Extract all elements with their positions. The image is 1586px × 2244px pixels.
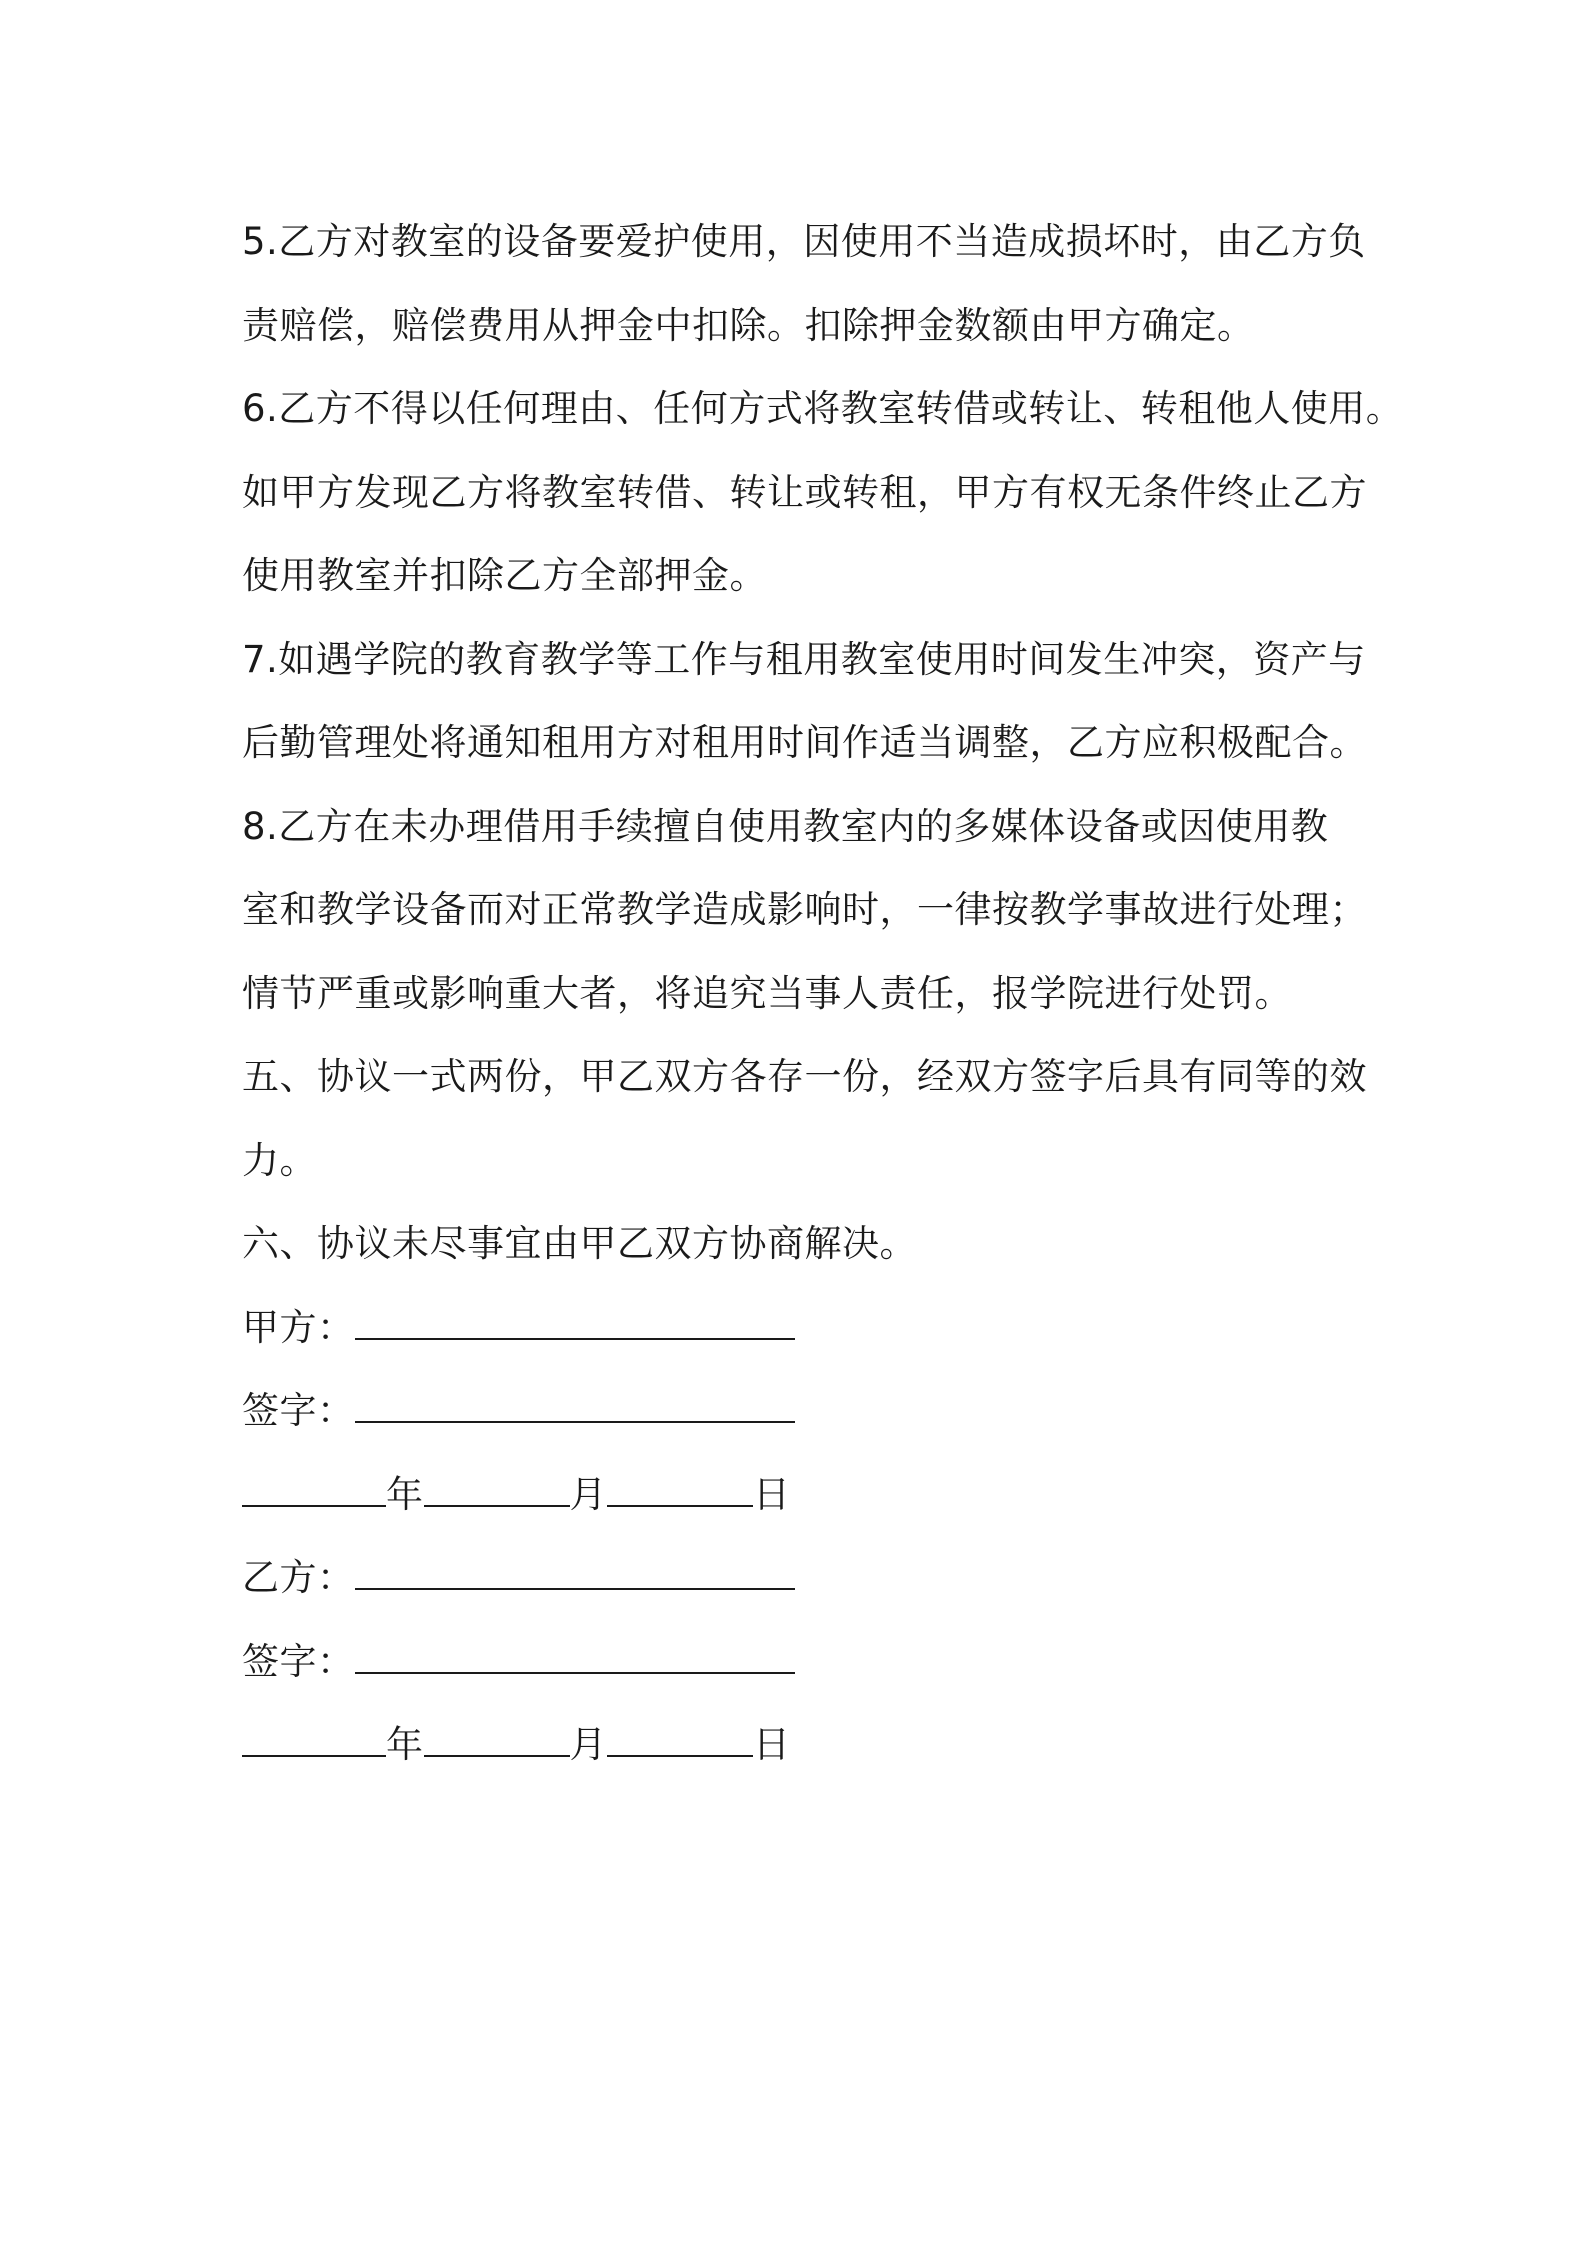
section-5-line-2: 力。 [242,1138,317,1182]
clause-7-line-2: 后勤管理处将通知租用方对租用时间作适当调整，乙方应积极配合。 [242,721,1367,764]
party-a-year-blank[interactable] [242,1475,386,1507]
clause-6-line-2: 如甲方发现乙方将教室转借、转让或转租，甲方有权无条件终止乙方 [242,470,1367,514]
party-a-sign-blank[interactable] [355,1391,795,1423]
clause-7-line-1: 7.如遇学院的教育教学等工作与租用教室使用时间发生冲突，资产与 [242,637,1366,681]
party-a-month-blank[interactable] [424,1475,570,1507]
party-a-sign-label: 签字： [242,1389,355,1432]
party-a-year-label: 年 [386,1472,424,1516]
agreement-body [242,200,1404,1787]
party-b-sign-blank[interactable] [355,1642,795,1674]
party-a-row [242,1286,1362,1370]
party-b-month-blank[interactable] [424,1725,570,1757]
party-a-blank[interactable] [355,1308,795,1340]
party-b-row [242,1536,1362,1620]
party-a-day-blank[interactable] [607,1475,753,1507]
party-b-blank[interactable] [355,1558,795,1590]
party-a-month-label: 月 [569,1472,607,1516]
clause-8-line-2: 室和教学设备而对正常教学造成影响时，一律按教学事故进行处理； [242,888,1367,931]
party-b-label: 乙方： [242,1556,355,1599]
party-a-day-label: 日 [753,1472,791,1516]
section-5-line-1: 五、协议一式两份，甲乙双方各存一份，经双方签字后具有同等的效 [242,1055,1367,1098]
party-b-date-row [242,1703,1362,1787]
party-a-date-row [242,1453,1362,1537]
party-a-label: 甲方： [242,1305,355,1349]
party-a-sign-row [242,1369,1362,1453]
party-b-sign-row [242,1620,1362,1704]
party-b-month-label: 月 [569,1723,607,1766]
party-b-year-blank[interactable] [242,1725,386,1757]
clause-8-line-3: 情节严重或影响重大者，将追究当事人责任，报学院进行处罚。 [242,971,1292,1015]
section-6-line-1: 六、协议未尽事宜由甲乙双方协商解决。 [242,1222,917,1265]
clause-8-line-1: 8.乙方在未办理借用手续擅自使用教室内的多媒体设备或因使用教 [242,804,1329,848]
clause-6-line-3: 使用教室并扣除乙方全部押金。 [242,554,767,597]
clause-5-line-2: 责赔偿，赔偿费用从押金中扣除。扣除押金数额由甲方确定。 [242,303,1255,347]
party-b-sign-label: 签字： [242,1639,355,1683]
party-b-year-label: 年 [386,1723,424,1766]
party-b-day-label: 日 [753,1723,791,1766]
clause-6-line-1: 6.乙方不得以任何理由、任何方式将教室转借或转让、转租他人使用。 [242,387,1404,430]
clause-5-line-1: 5.乙方对教室的设备要爱护使用，因使用不当造成损坏时，由乙方负 [242,220,1366,263]
party-b-day-blank[interactable] [607,1725,753,1757]
